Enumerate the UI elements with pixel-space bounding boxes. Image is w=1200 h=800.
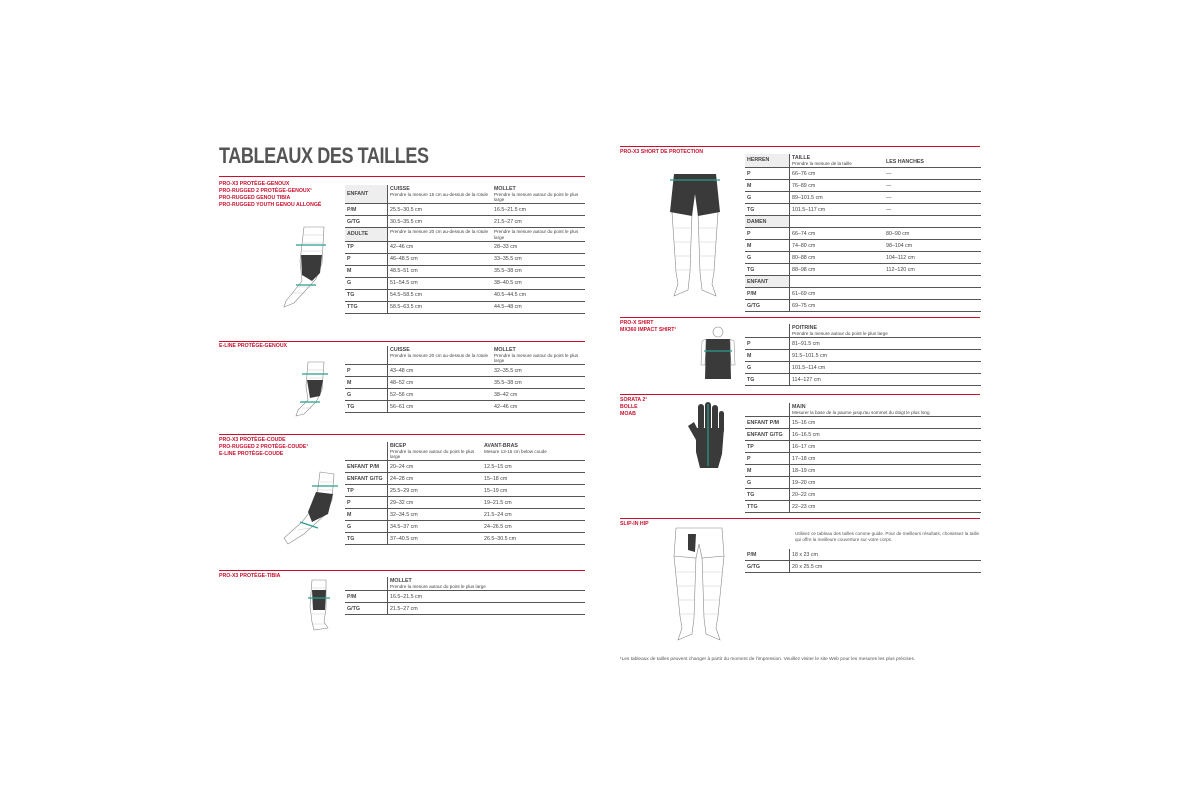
row-label: TG xyxy=(745,374,790,386)
table-row xyxy=(745,417,981,429)
group-label: HERREN xyxy=(745,154,790,168)
cell: 101.5–117 cm xyxy=(790,204,885,216)
table-row xyxy=(745,549,981,561)
group-label: ADULTE xyxy=(345,228,388,241)
column-title: MAIN xyxy=(792,404,806,410)
column-desc: Prendre la mesure 15 cm au-dessus de la rotule xyxy=(390,192,489,197)
column-desc: Prendre la mesure autour du point le plus large xyxy=(390,584,486,589)
cell: 32–35.5 cm xyxy=(492,365,585,377)
column-header xyxy=(492,228,585,241)
column-header xyxy=(790,154,885,168)
empty-cell xyxy=(884,276,981,288)
row-label: TG xyxy=(345,533,388,545)
cell: 38–40.5 cm xyxy=(492,277,585,289)
column-title: MOLLET xyxy=(390,578,412,584)
row-label: P/M xyxy=(745,288,790,300)
cell: 89–101.5 cm xyxy=(790,192,885,204)
cell: 16–17 cm xyxy=(790,441,982,453)
table-row xyxy=(745,362,981,374)
table-row xyxy=(745,465,981,477)
row-label: ENFANT P/M xyxy=(745,417,790,429)
section-title-shorts: PRO-X3 SHORT DE PROTECTION xyxy=(620,149,704,155)
row-label: P xyxy=(745,228,790,240)
cell: 21.5–27 cm xyxy=(492,216,585,228)
table-row xyxy=(745,288,981,300)
row-label: G/TG xyxy=(345,216,388,228)
table-row xyxy=(345,377,585,389)
cell: 22–23 cm xyxy=(790,501,982,513)
table-row xyxy=(745,501,981,513)
table-row xyxy=(345,253,585,265)
table-row xyxy=(345,591,585,603)
cell: 43–48 cm xyxy=(388,365,493,377)
empty-cell xyxy=(884,216,981,228)
row-label: TG xyxy=(345,401,388,413)
column-title: CUISSE xyxy=(390,347,410,353)
table-row xyxy=(745,489,981,501)
column-desc: Prendre la mesure autour du point le plus large xyxy=(494,229,579,240)
section-title-glove xyxy=(620,397,647,418)
cell: — xyxy=(884,180,981,192)
knee-size-table xyxy=(345,185,585,314)
cell: 18 x 23 cm xyxy=(790,549,982,561)
title-line: PRO-RUGGED GENOU TIBIA xyxy=(219,195,291,201)
arm-elbow-figure xyxy=(280,470,340,550)
cell: 61–69 cm xyxy=(790,288,885,300)
cell: 24–28 cm xyxy=(388,473,483,485)
row-label: G/TG xyxy=(745,300,790,312)
cell: 20–22 cm xyxy=(790,489,982,501)
cell: 16–16.5 cm xyxy=(790,429,982,441)
eline-size-table xyxy=(345,346,585,413)
section-title-elbow xyxy=(219,437,308,458)
row-label: TP xyxy=(745,441,790,453)
column-title: POITRINE xyxy=(792,325,818,331)
row-label: ENFANT P/M xyxy=(345,461,388,473)
section-divider xyxy=(620,146,980,147)
cell: 32–34.5 cm xyxy=(388,509,483,521)
table-row xyxy=(345,533,585,545)
column-title: AVANT-BRAS xyxy=(484,443,518,449)
hip-figure xyxy=(664,526,734,644)
cell: 29–32 cm xyxy=(388,497,483,509)
table-row xyxy=(745,192,981,204)
table-row xyxy=(345,241,585,253)
row-label: G/TG xyxy=(345,603,388,615)
table-row xyxy=(345,265,585,277)
row-label: P xyxy=(345,253,388,265)
row-label: G xyxy=(345,389,388,401)
cell: 112–120 cm xyxy=(884,264,981,276)
section-divider xyxy=(219,176,585,177)
title-line: PRO-X3 PROTÈGE-COUDE xyxy=(219,437,286,443)
column-title: BICEP xyxy=(390,443,407,449)
table-row xyxy=(745,180,981,192)
torso-figure xyxy=(700,325,736,385)
cell xyxy=(884,288,981,300)
footnote: ¹Les tableaux de tailles peuvent changer à partir du moment de l'impression. Veuillez visiter le site Web pour les mesures les plus précises. xyxy=(620,657,916,662)
cell: 66–76 cm xyxy=(790,168,885,180)
row-label: P xyxy=(745,453,790,465)
cell: — xyxy=(884,168,981,180)
cell: 21.5–24 cm xyxy=(482,509,585,521)
shirt-size-table xyxy=(745,324,981,386)
cell xyxy=(884,300,981,312)
column-desc: Prendre la mesure 20 cm au-dessus de la rotule xyxy=(390,229,489,235)
cell: 46–48.5 cm xyxy=(388,253,493,265)
hip-note: Utilisez ce tableau des tailles comme guide. Pour de meilleurs résultats, choisissez la taille qui offre la meilleure couverture sur votre corps. xyxy=(795,531,980,542)
row-label: P xyxy=(745,338,790,350)
glove-figure xyxy=(684,402,734,470)
empty-cell xyxy=(790,216,885,228)
title-line: PRO-X SHIRT xyxy=(620,320,654,326)
table-row xyxy=(745,252,981,264)
row-label: G xyxy=(745,362,790,374)
section-title-shirt xyxy=(620,320,676,334)
empty-cell xyxy=(345,346,388,365)
row-label: P/M xyxy=(345,591,388,603)
empty-cell xyxy=(345,442,388,461)
empty-cell xyxy=(745,403,790,417)
row-label: G xyxy=(345,521,388,533)
row-label: TG xyxy=(745,204,790,216)
table-row xyxy=(745,374,981,386)
row-label: TG xyxy=(745,264,790,276)
cell: 33–35.5 cm xyxy=(492,253,585,265)
table-row xyxy=(345,603,585,615)
cell: 91.5–101.5 cm xyxy=(790,350,982,362)
cell: 104–112 cm xyxy=(884,252,981,264)
cell: 80–88 cm xyxy=(790,252,885,264)
cell: 20–24 cm xyxy=(388,461,483,473)
cell: 66–74 cm xyxy=(790,228,885,240)
column-header xyxy=(388,228,493,241)
row-label: G xyxy=(745,477,790,489)
row-label: M xyxy=(745,350,790,362)
row-label: ENFANT G/TG xyxy=(345,473,388,485)
table-row xyxy=(345,401,585,413)
group-label: ENFANT xyxy=(345,185,388,204)
column-header xyxy=(388,185,493,204)
row-label: P/M xyxy=(745,549,790,561)
column-desc: Prendre la mesure de la taille xyxy=(792,161,852,166)
table-row xyxy=(345,497,585,509)
section-title-hip: SLIP-IN HIP xyxy=(620,521,649,527)
cell: 42–46 cm xyxy=(388,241,493,253)
cell: 20 x 25.5 cm xyxy=(790,561,982,573)
row-label: P xyxy=(745,168,790,180)
row-label: M xyxy=(345,509,388,521)
cell: 37–40.5 cm xyxy=(388,533,483,545)
hip-size-table xyxy=(745,549,981,573)
section-divider xyxy=(219,570,585,571)
cell: — xyxy=(884,204,981,216)
section-divider xyxy=(620,518,980,519)
row-label: P/M xyxy=(345,204,388,216)
cell: 52–56 cm xyxy=(388,389,493,401)
column-header xyxy=(492,185,585,204)
row-label: TTG xyxy=(745,501,790,513)
row-label: TP xyxy=(345,485,388,497)
column-title: MOLLET xyxy=(494,186,516,192)
row-label: M xyxy=(745,180,790,192)
table-row xyxy=(345,521,585,533)
row-label: TG xyxy=(345,289,388,301)
column-title: TAILLE xyxy=(792,155,811,161)
cell: — xyxy=(884,192,981,204)
section-title-shin: PRO-X3 PROTÈGE-TIBIA xyxy=(219,573,281,579)
table-row xyxy=(345,473,585,485)
group-label: ENFANT xyxy=(745,276,790,288)
column-desc: Mesurer la base de la paume jusqu'au sommet du doigt le plus long xyxy=(792,410,930,415)
table-row xyxy=(345,277,585,289)
column-header xyxy=(790,324,982,338)
table-row xyxy=(745,204,981,216)
cell: 101.5–114 cm xyxy=(790,362,982,374)
cell: 69–75 cm xyxy=(790,300,885,312)
table-row xyxy=(345,509,585,521)
column-desc: Prendre la mesure autour du point le plus large xyxy=(792,331,888,336)
empty-cell xyxy=(790,276,885,288)
cell: 15–19 cm xyxy=(482,485,585,497)
row-label: G xyxy=(745,252,790,264)
cell: 34.5–37 cm xyxy=(388,521,483,533)
row-label: P xyxy=(345,365,388,377)
table-row xyxy=(745,240,981,252)
column-title: MOLLET xyxy=(494,347,516,353)
title-line: PRO-RUGGED YOUTH GENOU ALLONGÉ xyxy=(219,202,322,208)
cell: 16.5–21.5 cm xyxy=(492,204,585,216)
table-row xyxy=(745,338,981,350)
table-row xyxy=(345,389,585,401)
title-line: MX360 IMPACT SHIRT¹ xyxy=(620,327,677,333)
shin-size-table xyxy=(345,577,585,615)
row-label: ENFANT G/TG xyxy=(745,429,790,441)
cell: 88–98 cm xyxy=(790,264,885,276)
row-label: G xyxy=(345,277,388,289)
cell: 25.5–30.5 cm xyxy=(388,204,493,216)
cell: 30.5–35.5 cm xyxy=(388,216,493,228)
table-row xyxy=(345,204,585,216)
cell: 74–80 cm xyxy=(790,240,885,252)
table-row xyxy=(345,216,585,228)
cell: 58.5–63.5 cm xyxy=(388,301,493,313)
cell: 24–26.5 cm xyxy=(482,521,585,533)
title-line: E-LINE PROTÈGE-COUDE xyxy=(219,451,284,457)
row-label: G xyxy=(745,192,790,204)
cell: 35.5–38 cm xyxy=(492,377,585,389)
cell: 114–127 cm xyxy=(790,374,982,386)
cell: 35.5–38 cm xyxy=(492,265,585,277)
table-row xyxy=(345,461,585,473)
row-label: P xyxy=(345,497,388,509)
cell: 98–104 cm xyxy=(884,240,981,252)
table-row xyxy=(745,441,981,453)
cell: 28–33 cm xyxy=(492,241,585,253)
table-row xyxy=(345,485,585,497)
column-header xyxy=(482,442,585,461)
table-row xyxy=(745,228,981,240)
cell: 54.5–58.5 cm xyxy=(388,289,493,301)
section-divider xyxy=(620,317,980,318)
table-row xyxy=(345,301,585,313)
row-label: G/TG xyxy=(745,561,790,573)
cell: 15–18 cm xyxy=(482,473,585,485)
title-line: PRO-X3 PROTÈGE-GENOUX xyxy=(219,181,290,187)
cell: 40.5–44.5 cm xyxy=(492,289,585,301)
column-desc: Prendre la mesure autour du point le plus large xyxy=(494,192,579,203)
table-row xyxy=(745,300,981,312)
section-divider xyxy=(219,341,585,342)
cell: 21.5–27 cm xyxy=(388,603,586,615)
cell: 15–16 cm xyxy=(790,417,982,429)
column-desc: Mesure 13-15 cm below coude xyxy=(484,449,547,454)
cell: 48.5–51 cm xyxy=(388,265,493,277)
shin-figure xyxy=(304,578,334,633)
row-label: TTG xyxy=(345,301,388,313)
cell: 38–42 cm xyxy=(492,389,585,401)
cell: 44.5–48 cm xyxy=(492,301,585,313)
column-header xyxy=(388,577,586,591)
column-title: LES HANCHES xyxy=(886,159,924,165)
title-line: PRO-RUGGED 2 PROTÈGE-COUDE¹ xyxy=(219,444,309,450)
section-title-knee xyxy=(219,181,321,209)
cell: 81–91.5 cm xyxy=(790,338,982,350)
cell: 17–18 cm xyxy=(790,453,982,465)
table-row xyxy=(345,289,585,301)
column-header xyxy=(388,346,493,365)
cell: 48–52 cm xyxy=(388,377,493,389)
row-label: M xyxy=(345,265,388,277)
column-desc: Prendre la mesure autour du point le plus large xyxy=(494,353,579,364)
column-header xyxy=(388,442,483,461)
glove-size-table xyxy=(745,403,981,513)
row-label: M xyxy=(745,465,790,477)
elbow-size-table xyxy=(345,442,585,545)
column-desc: Prendre la mesure autour du point le plus large xyxy=(390,449,475,460)
table-row xyxy=(745,453,981,465)
cell: 12.5–15 cm xyxy=(482,461,585,473)
row-label: TP xyxy=(345,241,388,253)
column-title: CUISSE xyxy=(390,186,410,192)
column-header xyxy=(492,346,585,365)
table-row xyxy=(745,561,981,573)
cell: 76–89 cm xyxy=(790,180,885,192)
column-header xyxy=(790,403,982,417)
section-divider xyxy=(620,394,980,395)
table-row xyxy=(745,429,981,441)
empty-cell xyxy=(345,577,388,591)
title-line: MOAB xyxy=(620,411,636,417)
cell: 80–90 cm xyxy=(884,228,981,240)
title-line: BOLLE xyxy=(620,404,638,410)
leg-eline-figure xyxy=(292,360,332,420)
row-label: M xyxy=(745,240,790,252)
shorts-figure xyxy=(660,172,730,300)
table-row xyxy=(745,264,981,276)
cell: 19–21.5 cm xyxy=(482,497,585,509)
row-label: M xyxy=(345,377,388,389)
leg-knee-figure xyxy=(282,225,332,310)
page-title: TABLEAUX DES TAILLES xyxy=(219,143,429,168)
column-header xyxy=(884,154,981,168)
empty-cell xyxy=(745,324,790,338)
title-line: PRO-RUGGED 2 PROTÈGE-GENOUX¹ xyxy=(219,188,312,194)
section-divider xyxy=(219,434,585,435)
cell: 51–54.5 cm xyxy=(388,277,493,289)
column-desc: Prendre la mesure 20 cm au-dessus de la rotule xyxy=(390,353,489,358)
table-row xyxy=(745,168,981,180)
table-row xyxy=(745,350,981,362)
title-line: SORATA 2¹ xyxy=(620,397,647,403)
section-title-eline: E-LINE PROTÈGE-GENOUX xyxy=(219,343,288,349)
group-label: DAMEN xyxy=(745,216,790,228)
cell: 19–20 cm xyxy=(790,477,982,489)
cell: 16.5–21.5 cm xyxy=(388,591,586,603)
cell: 42–46 cm xyxy=(492,401,585,413)
cell: 26.5–30.5 cm xyxy=(482,533,585,545)
table-row xyxy=(745,477,981,489)
cell: 18–19 cm xyxy=(790,465,982,477)
row-label: TG xyxy=(745,489,790,501)
cell: 56–61 cm xyxy=(388,401,493,413)
shorts-size-table xyxy=(745,154,981,312)
table-row xyxy=(345,365,585,377)
cell: 25.5–29 cm xyxy=(388,485,483,497)
